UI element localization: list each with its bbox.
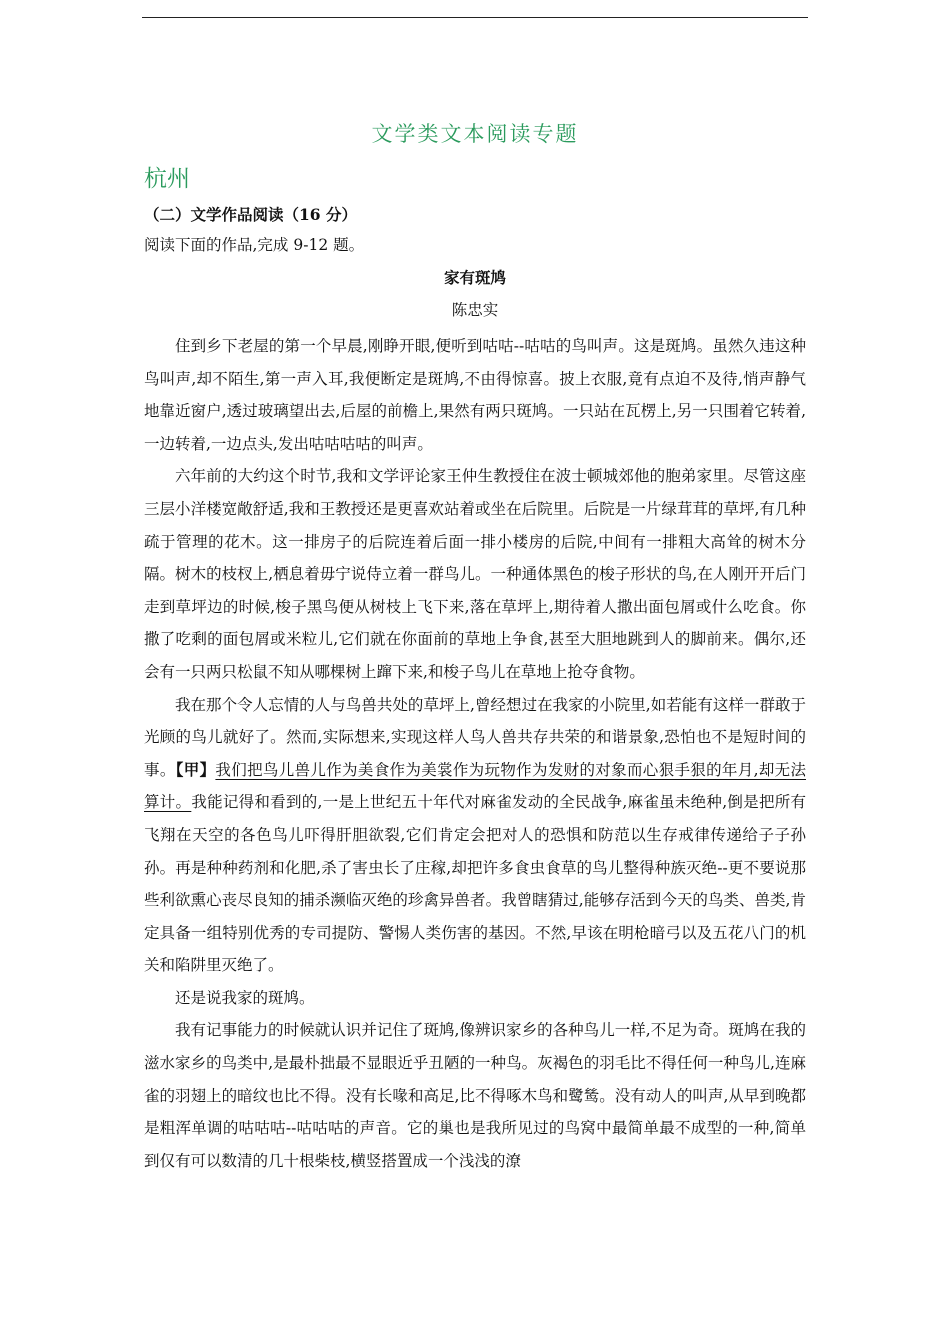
underlined-sentence-jia: 我们把鸟儿兽儿作为美食作为美裳作为玩物作为发财的对象而心狠手狠的年月,却无法算计。 <box>144 760 806 812</box>
document-title: 文学类文本阅读专题 <box>371 122 579 146</box>
article-paragraph-2: 六年前的大约这个时节,我和文学评论家王仲生教授住在波士顿城郊他的胞弟家里。尽管这座三层小洋楼宽敞舒适,我和王教授还是更喜欢站着或坐在后院里。后院是一片绿茸茸的草坪,有几种疏于管理的花木。这一排房子的后院连着后面一排小楼房的后院,中间有一排粗大高耸的树木分隔。树木的枝杈上,栖息着毋宁说侍立着一群鸟儿。一种通体黑色的梭子形状的鸟,在人刚开开后门走到草坪边的时候,梭子黑鸟便从树枝上飞下来,落在草坪上,期待着人撒出面包屑或什么吃食。你撒了吃剩的面包屑或米粒儿,它们就在你面前的草地上争食,甚至大胆地跳到人的脚前来。偶尔,还会有一只两只松鼠不知从哪棵树上蹿下来,和梭子鸟儿在草地上抢夺食物。 <box>144 467 806 681</box>
article-paragraph-4: 还是说我家的斑鸠。 <box>175 988 315 1007</box>
article-paragraph-3 <box>144 689 806 982</box>
paragraph-3-text-before: 我在那个令人忘情的人与鸟兽共处的草坪上,曾经想过在我家的小院里,如若能有这样一群敢于光顾的鸟儿就好了。然而,实际想来,实现这样人鸟人兽共存共荣的和谐景象,恐怕也不是短时间的事。 <box>144 695 806 779</box>
article-paragraph-5: 我有记事能力的时候就认识并记住了斑鸠,像辨识家乡的各种鸟儿一样,不足为奇。斑鸠在我的滋水家乡的鸟类中,是最朴拙最不显眼近乎丑陋的一种鸟。灰褐色的羽毛比不得任何一种鸟儿,连麻雀的羽翅上的暗纹也比不得。没有长喙和高足,比不得啄木鸟和鹭鸶。没有动人的叫声,从早到晚都是粗浑单调的咕咕咕--咕咕咕的声音。它的巢也是我所见过的鸟窝中最简单最不成型的一种,简单到仅有可以数清的几十根柴枝,横竖搭置成一个浅浅的潦 <box>144 1021 806 1170</box>
article-body <box>144 330 806 1177</box>
section-heading: （二）文学作品阅读（16 分） <box>144 205 357 224</box>
paragraph-3-text-after: 我能记得和看到的,一是上世纪五十年代对麻雀发动的全民战争,麻雀虽未绝种,倒是把所有飞翔在天空的各色鸟儿吓得肝胆欲裂,它们肯定会把对人的恐惧和防范以生存戒律传递给子子孙孙。再是种种药剂和化肥,杀了害虫长了庄稼,却把许多食虫食草的鸟儿整得种族灭绝--更不要说那些利欲熏心丧尽良知的捕杀濒临灭绝的珍禽异兽者。我曾瞎猜过,能够存活到今天的鸟类、兽类,肯定具备一组特别优秀的专司提防、警惕人类伤害的基因。不然,早该在明枪暗弓以及五花八门的机关和陷阱里灭绝了。 <box>144 793 806 975</box>
article-paragraph-1: 住到乡下老屋的第一个早晨,刚睁开眼,便听到咕咕--咕咕的鸟叫声。这是斑鸠。虽然久违这种鸟叫声,却不陌生,第一声入耳,我便断定是斑鸠,不由得惊喜。披上衣服,竟有点迫不及待,悄声静气地靠近窗户,透过玻璃望出去,后屋的前檐上,果然有两只斑鸠。一只站在瓦楞上,另一只围着它转着,一边转着,一边点头,发出咕咕咕咕的叫声。 <box>144 337 806 453</box>
article-title: 家有斑鸠 <box>443 268 506 287</box>
reading-instruction: 阅读下面的作品,完成 9-12 题。 <box>144 236 365 254</box>
region-heading: 杭州 <box>144 166 190 192</box>
annotation-mark-jia: 【甲】 <box>175 759 216 779</box>
header-rule <box>142 17 808 18</box>
article-author: 陈忠实 <box>451 301 499 319</box>
